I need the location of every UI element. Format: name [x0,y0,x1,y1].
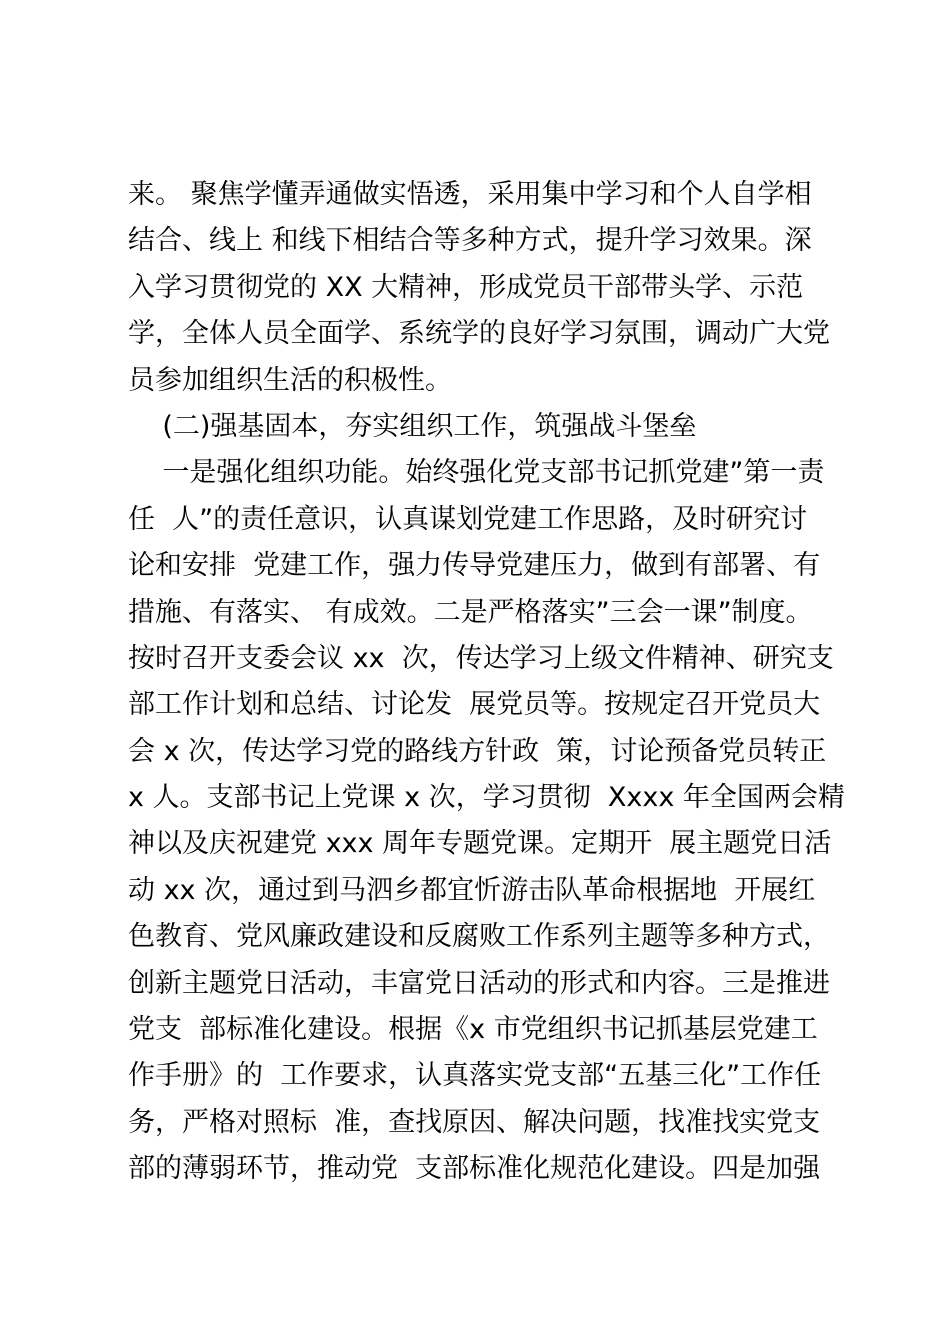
text-line: 论和安排 党建工作，强力传导党建压力，做到有部署、有 [128,550,821,582]
text-line: 任 人”的责任意识，认真谋划党建工作思路，及时研究讨 [128,503,808,535]
text-line: 结合、线上 和线下相结合等多种方式，提升学习效果。深 [128,225,812,257]
text-line: 按时召开支委会议 xx 次，传达学习上级文件精神、研究支 [128,642,834,674]
text-line: 创新主题党日活动，丰富党日活动的形式和内容。三是推进 [128,967,830,999]
text-line: 来。 聚焦学懂弄通做实悟透，采用集中学习和个人自学相 [128,179,812,210]
text-line: 部的薄弱环节，推动党 支部标准化规范化建设。四是加强 [128,1153,821,1185]
text-line: 入学习贯彻党的 XX 大精神，形成党员干部带头学、示范 [128,271,804,303]
text-line: 动 xx 次，通过到马泗乡都宜忻游击队革命根据地 开展红 [128,874,816,906]
text-line: 学，全体人员全面学、系统学的良好学习氛围，调动广大党 [128,318,830,350]
text-line: 务，严格对照标 准，查找原因、解决问题，找准找实党支 [128,1106,821,1138]
text-line: 党支 部标准化建设。根据《x 市党组织书记抓基层党建工 [128,1014,818,1046]
text-line: 措施、有落实、 有成效。二是严格落实”三会一课”制度。 [128,596,813,628]
text-line: x 人。支部书记上党课 x 次，学习贯彻 Xxxx 年全国两会精 [128,782,845,814]
section-heading: (二)强基固本，夯实组织工作，筑强战斗堡垒 [128,410,697,442]
body-text [128,172,848,1193]
text-line: 会 x 次，传达学习党的路线方针政 策，讨论预备党员转正 [128,735,827,767]
text-line: 作手册》的 工作要求，认真落实党支部“五基三化”工作任 [128,1060,822,1092]
text-line: 员参加组织生活的积极性。 [128,364,452,396]
text-line: 神以及庆祝建党 xxx 周年专题党课。定期开 展主题党日活 [128,828,832,860]
text-line: 色教育、党风廉政建设和反腐败工作系列主题等多种方式， [128,921,830,953]
text-line: 一是强化组织功能。始终强化党支部书记抓党建”第一责 [128,457,825,489]
text-line: 部工作计划和总结、讨论发 展党员等。按规定召开党员大 [128,689,821,721]
